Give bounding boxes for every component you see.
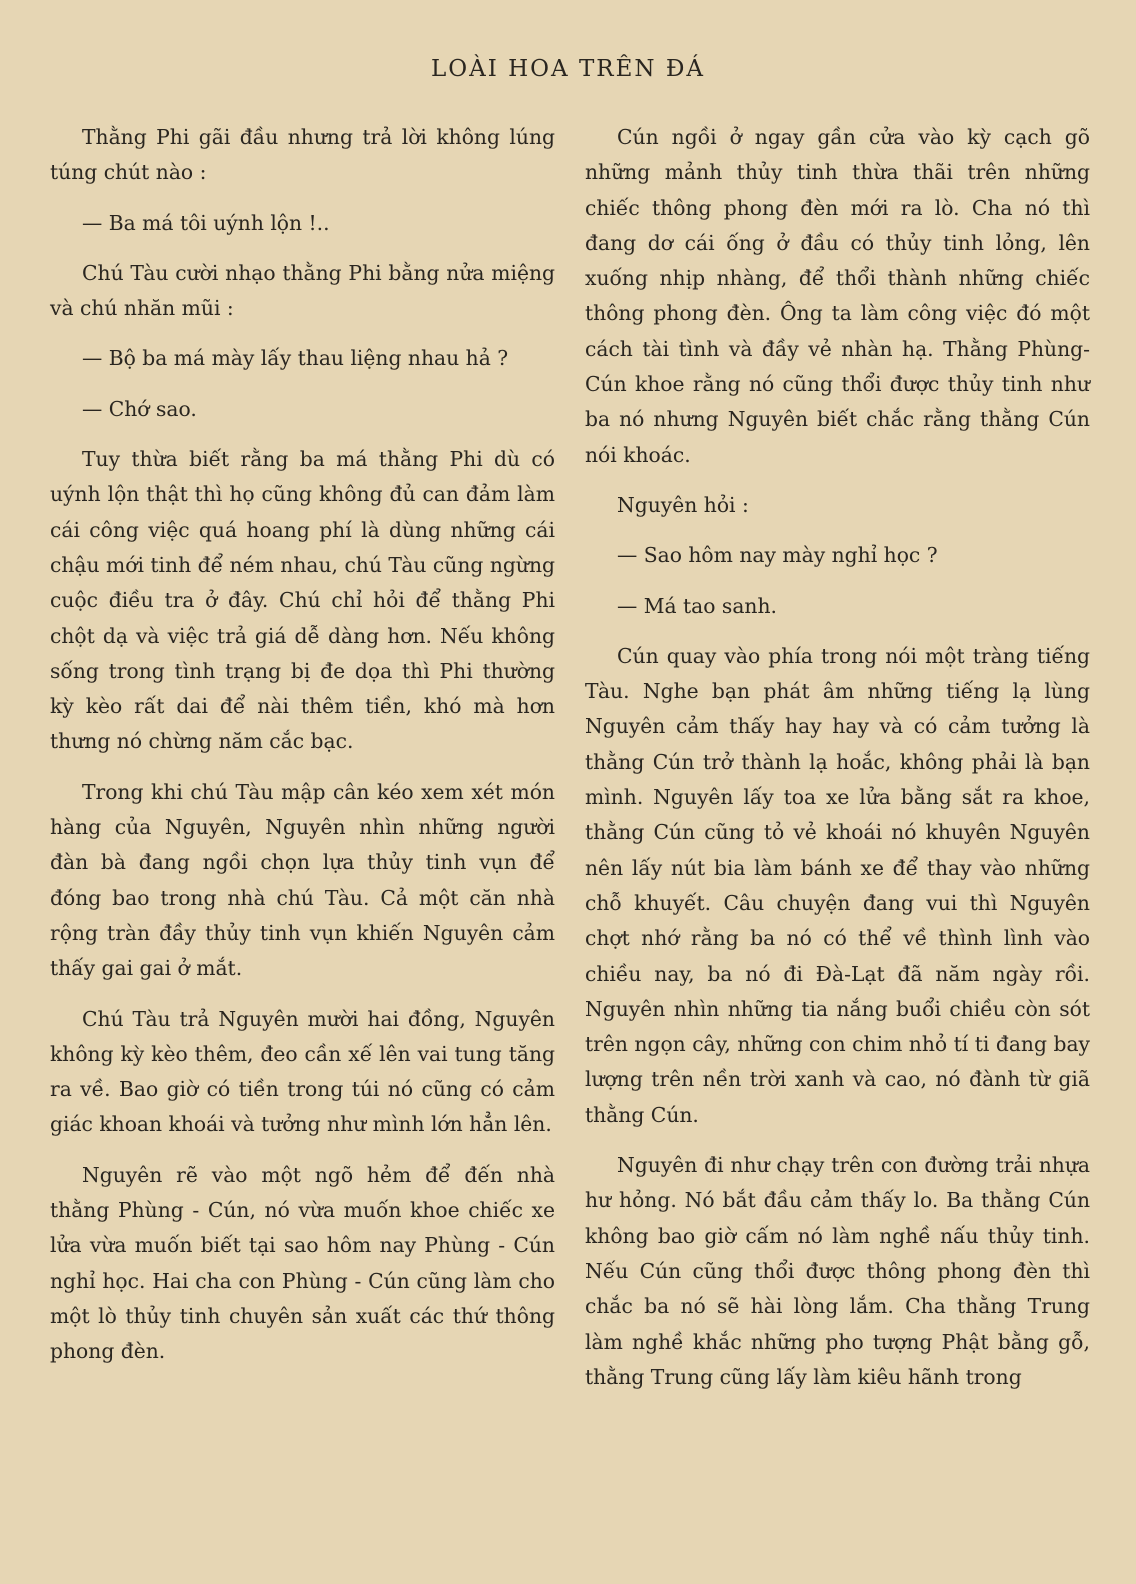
paragraph: — Má tao sanh. bbox=[617, 593, 778, 618]
paragraph: Chú Tàu trả Nguyên mười hai đồng, Nguyên không kỳ kèo thêm, đeo cần xế lên vai tung tăng ra về. Bao giờ có tiền trong túi nó cũng có cảm giác khoan khoái và tưởng như mình lớn hẳn lên. bbox=[50, 1006, 555, 1137]
paragraph: Nguyên hỏi : bbox=[617, 492, 749, 517]
paragraph: Tuy thừa biết rằng ba má thằng Phi dù có uýnh lộn thật thì họ cũng không đủ can đảm làm cái công việc quá hoang phí là dùng những cái chậu mới tinh để ném nhau, chú Tàu cũng ngừng cuộc điều tra ở đây. Chú chỉ hỏi để thằng Phi chột dạ và việc trả giá dễ dàng hơn. Nếu không sống trong tình trạng bị đe dọa thì Phi thường kỳ kèo rất dai để nài thêm tiền, khó mà hơn thưng nó chừng năm cắc bạc. bbox=[50, 447, 555, 754]
paragraph: Chú Tàu cười nhạo thằng Phi bằng nửa miệng và chú nhăn mũi : bbox=[50, 260, 555, 321]
paragraph: Cún ngồi ở ngay gần cửa vào kỳ cạch gõ những mảnh thủy tinh thừa thãi trên những chiếc thông phong đèn mới ra lò. Cha nó thì đang dơ cái ống ở đầu có thủy tinh lỏng, lên xuống nhịp nhàng, để thổi thành những chiếc thông phong đèn. Ông ta làm công việc đó một cách tài tình và đầy vẻ nhàn hạ. Thằng Phùng-Cún khoe rằng nó cũng thổi được thủy tinh như ba nó nhưng Nguyên biết chắc rằng thằng Cún nói khoác. bbox=[585, 125, 1090, 467]
paragraph: — Sao hôm nay mày nghỉ học ? bbox=[617, 543, 938, 568]
paragraph: Cún quay vào phía trong nói một tràng tiếng Tàu. Nghe bạn phát âm những tiếng lạ lùng Nguyên cảm thấy hay hay và có cảm tưởng là thằng Cún trở thành lạ hoắc, không phải là bạn mình. Nguyên lấy toa xe lửa bằng sắt ra khoe, thằng Cún cũng tỏ vẻ khoái nó khuyên Nguyên nên lấy nút bia làm bánh xe để thay vào những chỗ khuyết. Câu chuyện đang vui thì Nguyên chợt nhớ rằng ba nó có thể về thình lình vào chiều nay, ba nó đi Đà-Lạt đã năm ngày rồi. Nguyên nhìn những tia nắng buổi chiều còn sót trên ngọn cây, những con chim nhỏ tí ti đang bay lượng trên nền trời xanh và cao, nó đành từ giã thằng Cún. bbox=[585, 643, 1090, 1127]
paragraph: — Chớ sao. bbox=[82, 396, 197, 421]
paragraph: Nguyên rẽ vào một ngõ hẻm để đến nhà thằng Phùng - Cún, nó vừa muốn khoe chiếc xe lửa vừa muốn biết tại sao hôm nay Phùng - Cún nghỉ học. Hai cha con Phùng - Cún cũng làm cho một lò thủy tinh chuyên sản xuất các thứ thông phong đèn. bbox=[50, 1162, 555, 1364]
left-column bbox=[50, 120, 555, 1385]
paragraph: Thằng Phi gãi đầu nhưng trả lời không lúng túng chút nào : bbox=[50, 125, 555, 185]
paragraph: — Ba má tôi uýnh lộn !.. bbox=[82, 210, 330, 235]
paragraph: Trong khi chú Tàu mập cân kéo xem xét món hàng của Nguyên, Nguyên nhìn những người đàn bà đang ngồi chọn lựa thủy tinh vụn để đóng bao trong nhà chú Tàu. Cả một căn nhà rộng tràn đầy thủy tinh vụn khiến Nguyên cảm thấy gai gai ở mắt. bbox=[50, 779, 555, 981]
paragraph: Nguyên đi như chạy trên con đường trải nhựa hư hỏng. Nó bắt đầu cảm thấy lo. Ba thằng Cún không bao giờ cấm nó làm nghề nấu thủy tinh. Nếu Cún cũng thổi được thông phong đèn thì chắc ba nó sẽ hài lòng lắm. Cha thằng Trung làm nghề khắc những pho tượng Phật bằng gỗ, thằng Trung cũng lấy làm kiêu hãnh trong bbox=[585, 1153, 1090, 1389]
paragraph: — Bộ ba má mày lấy thau liệng nhau hả ? bbox=[82, 346, 509, 371]
right-column bbox=[585, 120, 1090, 1410]
running-header: LOÀI HOA TRÊN ĐÁ bbox=[430, 56, 706, 82]
